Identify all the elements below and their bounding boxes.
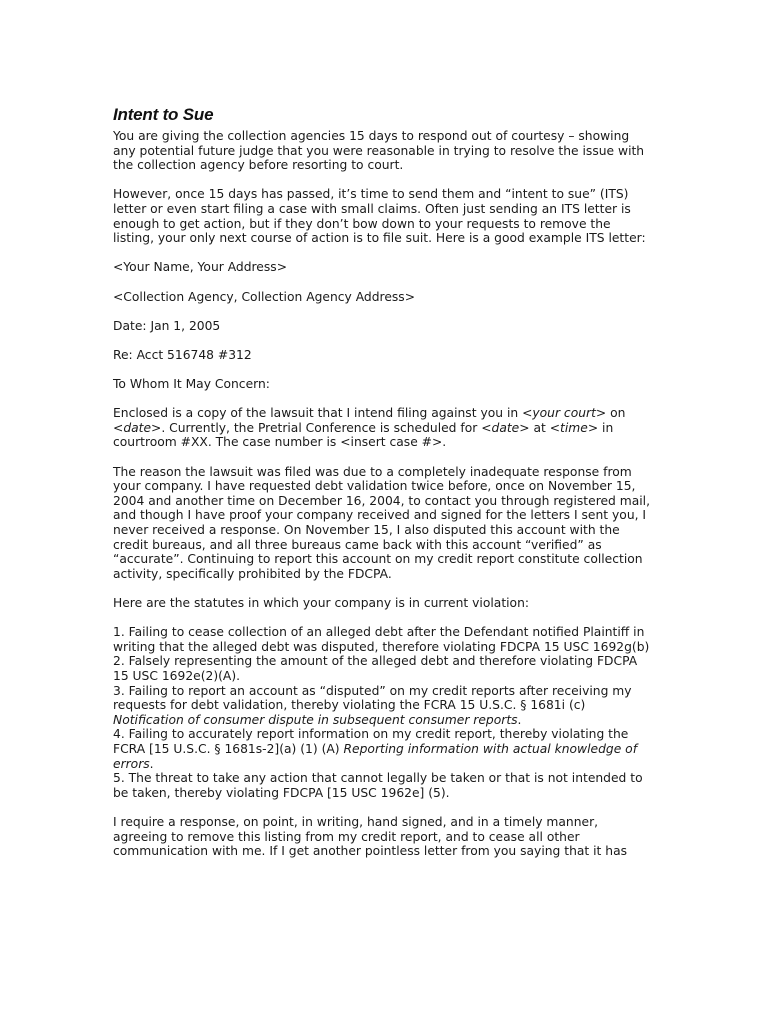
letter-date: Date: Jan 1, 2005: [113, 318, 221, 333]
letter-salutation: To Whom It May Concern:: [113, 377, 270, 392]
conference-date-placeholder: date: [491, 420, 520, 435]
letter-reference: Re: Acct 516748 #312: [113, 347, 252, 362]
violation-3-end: .: [517, 712, 522, 727]
page-title: Intent to Sue: [113, 105, 214, 124]
enclosed-text-a: Enclosed is a copy of the lawsuit that I intend filing against you in <: [113, 406, 533, 421]
court-placeholder: your court: [532, 406, 596, 421]
enclosed-text-b: > on <: [113, 406, 626, 435]
violations-list: [113, 625, 653, 800]
violation-item-2: 2. Falsely representing the amount of the alleged debt and therefore violating FDCPA 15 USC 1692e(2)(A).: [113, 654, 638, 683]
violation-3-citation-title: Notification of consumer dispute in subsequent consumer reports: [113, 712, 518, 727]
violation-item-3: [113, 684, 653, 728]
reason-paragraph: The reason the lawsuit was filed was due to a completely inadequate response from your company. I have requested debt validation twice before, once on November 15, 2004 and another time on December 16, 2004, to contact you through registered mail, and though I have proof your company received and signed for the letters I sent you, I never received a response. On November 15, I also disputed this account with the credit bureaus, and all three bureaus came back with this account “verified” as “accurate”. Continuing to report this account on my credit report constitute collection activity, specifically prohibited by the FDCPA.: [113, 464, 651, 581]
document-body: [113, 104, 653, 873]
statutes-intro: Here are the statutes in which your company is in current violation:: [113, 596, 530, 610]
enclosed-paragraph: [113, 406, 653, 450]
closing-paragraph: I require a response, on point, in writing, hand signed, and in a timely manner, agreeing to remove this listing from my credit report, and to cease all other communication with me. If I get another pointless letter from you saying that it has: [113, 814, 628, 859]
violation-item-4: [113, 727, 653, 771]
recipient-placeholder: <Collection Agency, Collection Agency Address>: [113, 289, 415, 304]
time-placeholder: time: [560, 420, 588, 435]
enclosed-text-e: > in courtroom #XX. The case number is <insert case #>.: [113, 420, 614, 450]
violation-item-1: 1. Failing to cease collection of an alleged debt after the Defendant notified Plaintiff in writing that the alleged debt was disputed, therefore violating FDCPA 15 USC 1692g(b): [113, 625, 650, 654]
violation-4-citation-title: Reporting information with actual knowledge of errors: [113, 741, 638, 771]
violation-4-text: 4. Failing to accurately report information on my credit report, thereby violating the FCRA [15 U.S.C. § 1681s-2](a) (1) (A): [113, 727, 629, 756]
violation-4-end: .: [149, 756, 154, 771]
intro-paragraph: You are giving the collection agencies 15 days to respond out of courtesy – showing any potential future judge that you were reasonable in trying to resolve the issue with the collection agency before resorting to court.: [113, 129, 645, 173]
violation-3-text: 3. Failing to report an account as “disputed” on my credit reports after receiving my requests for debt validation, thereby violating the FCRA 15 U.S.C. § 1681i (c): [113, 683, 632, 713]
however-paragraph: However, once 15 days has passed, it’s time to send them and “intent to sue” (ITS) letter or even start filing a case with small claims. Often just sending an ITS letter is enough to get action, but if they don’t bow down to your requests to remove the listing, your only next course of action is to file suit. Here is a good example ITS letter:: [113, 187, 646, 246]
sender-placeholder: <Your Name, Your Address>: [113, 260, 287, 275]
violation-item-5: 5. The threat to take any action that cannot legally be taken or that is not intended to be taken, thereby violating FDCPA [15 USC 1962e] (5).: [113, 771, 643, 800]
enclosed-text-d: > at <: [519, 420, 561, 435]
date-placeholder: date: [123, 420, 152, 435]
enclosed-text-c: >. Currently, the Pretrial Conference is scheduled for <: [151, 420, 492, 435]
